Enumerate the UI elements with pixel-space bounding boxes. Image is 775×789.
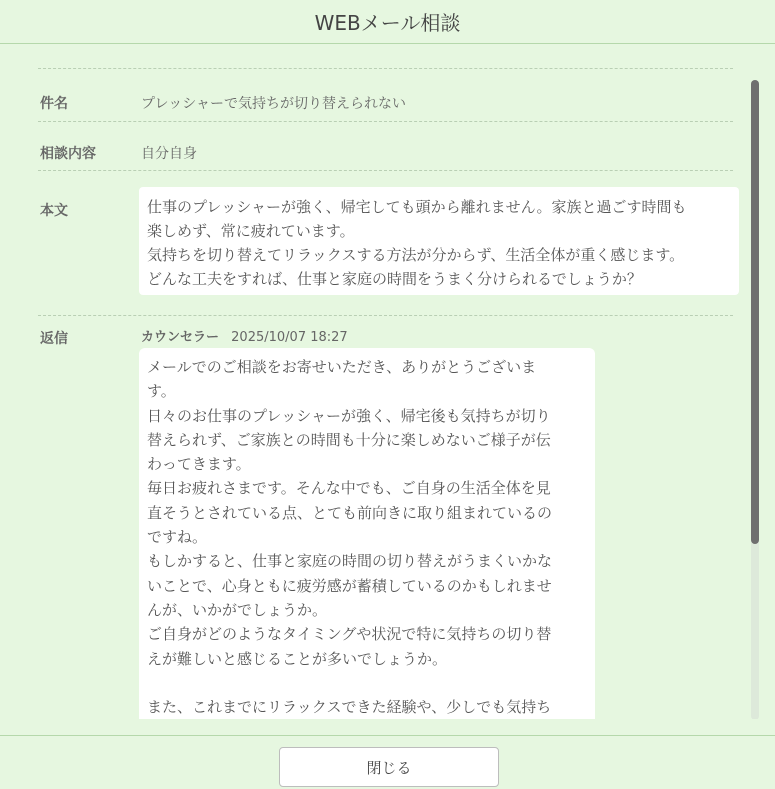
category-value: 自分自身 (141, 146, 197, 162)
reply-line: ですね。 (147, 528, 208, 547)
divider (38, 68, 733, 69)
footer (0, 735, 775, 789)
divider (38, 170, 733, 171)
body-line: 気持ちを切り替えてリラックスする方法が分からず、生活全体が重く感じます。 (147, 246, 685, 264)
reply-line: 替えられず、ご家族との時間も十分に楽しめないご様子が伝 (147, 430, 551, 449)
reply-line: 直そうとされている点、とても前向きに取り組まれているの (147, 503, 553, 522)
body-line: 楽しめず、常に疲れています。 (147, 222, 355, 240)
subject-value: プレッシャーで気持ちが切り替えられない (141, 96, 407, 112)
body-line: どんな工夫をすれば、仕事と家庭の時間をうまく分けられるでしょうか？ (147, 270, 642, 288)
reply-meta (141, 326, 348, 345)
title-bar (0, 0, 775, 44)
divider (38, 121, 733, 122)
reply-text-box (139, 348, 595, 719)
message-detail-panel[interactable] (0, 45, 775, 719)
reply-line: わってきます。 (147, 455, 251, 474)
category-label: 相談内容 (40, 146, 96, 162)
reply-line: えが難しいと感じることが多いでしょうか。 (147, 649, 448, 668)
reply-line (147, 671, 587, 695)
reply-timestamp: 2025/10/07 18:27 (231, 330, 348, 345)
body-line: 仕事のプレッシャーが強く、帰宅しても頭から離れません。家族と過ごす時間も (147, 198, 687, 216)
close-button[interactable]: 閉じる (279, 747, 499, 787)
subject-label: 件名 (40, 96, 68, 112)
window-title: WEBメール相談 (314, 11, 461, 35)
scrollbar[interactable] (751, 80, 759, 719)
reply-line: 日々のお仕事のプレッシャーが強く、帰宅後も気持ちが切り (147, 406, 551, 425)
reply-author: カウンセラー (141, 330, 220, 345)
reply-line: んが、いかがでしょうか。 (147, 600, 328, 619)
scrollbar-thumb[interactable] (751, 80, 759, 544)
reply-line: また、これまでにリラックスできた経験や、少しでも気持ち (147, 698, 552, 717)
reply-line: 毎日お疲れさまです。そんな中でも、ご自身の生活全体を見 (147, 479, 551, 498)
body-label: 本文 (40, 203, 68, 219)
reply-line: いことで、心身ともに疲労感が蓄積しているのかもしれませ (147, 576, 552, 595)
reply-line: ご自身がどのようなタイミングや状況で特に気持ちの切り替 (147, 625, 552, 644)
reply-line: す。 (147, 382, 176, 401)
body-text-box (139, 187, 739, 295)
divider (38, 315, 733, 316)
reply-line: もしかすると、仕事と家庭の時間の切り替えがうまくいかな (147, 552, 553, 571)
reply-line: メールでのご相談をお寄せいただき、ありがとうございま (147, 358, 537, 376)
reply-label: 返信 (40, 331, 68, 347)
